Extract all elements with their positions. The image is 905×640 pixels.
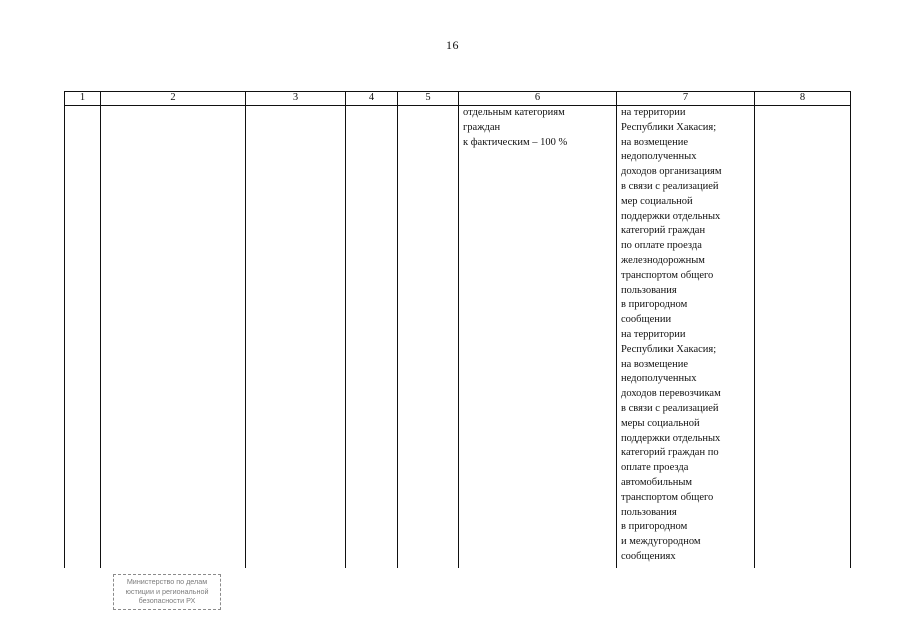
table-row xyxy=(65,106,851,569)
stamp-line-1: Министерство по делам xyxy=(126,577,208,586)
column-header-4: 4 xyxy=(346,92,398,106)
stamp-line-2: юстиции и региональной xyxy=(125,586,209,596)
cell-col4 xyxy=(346,106,398,569)
cell-col6 xyxy=(459,106,617,569)
cell-col5 xyxy=(398,106,459,569)
registration-stamp xyxy=(113,574,221,610)
cell-col2 xyxy=(101,106,246,569)
page-number: 16 xyxy=(446,38,459,52)
cell-col7-text: на территории Республики Хакасия; на возмещение недополученных доходов организациям в связи с реализацией мер социальной поддержки отдельных категорий граждан по оплате проезда железнодорожным транспортом общего пользования в пригородном сообщении на территории Республики Хакасия; на возмещение недополученных доходов перевозчикам в связи с реализацией меры социальной поддержки отдельных категорий граждан по оплате проезда автомобильным транспортом общего пользования в пригородном и междугородном сообщениях xyxy=(621,107,722,562)
column-header-3: 3 xyxy=(246,92,346,106)
cell-col1 xyxy=(65,106,101,569)
stamp-line-3: безопасности РХ xyxy=(138,596,196,606)
cell-col8 xyxy=(755,106,851,569)
column-header-2: 2 xyxy=(101,92,246,106)
cell-col7 xyxy=(617,106,755,569)
column-header-8: 8 xyxy=(755,92,851,106)
document-table xyxy=(64,91,851,568)
column-header-5: 5 xyxy=(398,92,459,106)
cell-col3 xyxy=(246,106,346,569)
column-header-1: 1 xyxy=(65,92,101,106)
cell-col6-text: отдельным категориям граждан к фактическим – 100 % xyxy=(463,107,568,148)
column-header-7: 7 xyxy=(617,92,755,106)
column-header-6: 6 xyxy=(459,92,617,106)
column-number-row xyxy=(65,92,851,106)
